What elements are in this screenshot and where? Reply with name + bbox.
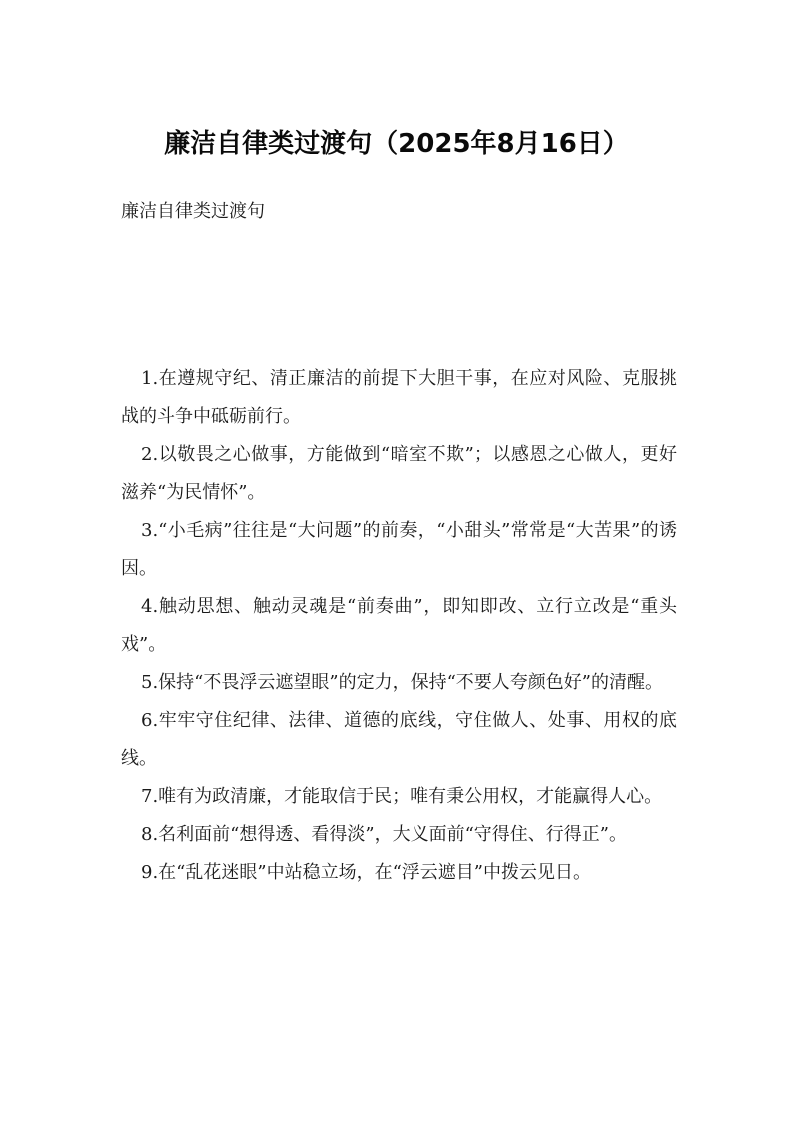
paragraph-1: 1.在遵规守纪、清正廉洁的前提下大胆干事，在应对风险、克服挑战的斗争中砥砺前行。 <box>121 368 677 427</box>
document-subtitle: 廉洁自律类过渡句 <box>121 201 265 222</box>
paragraph-4: 4.触动思想、触动灵魂是“前奏曲”，即知即改、立行立改是“重头戏”。 <box>121 596 677 655</box>
document-title: 廉洁自律类过渡句（2025年8月16日） <box>164 129 629 159</box>
document-body <box>121 360 677 892</box>
paragraph-6: 6.牢牢守住纪律、法律、道德的底线，守住做人、处事、用权的底线。 <box>121 710 677 769</box>
paragraph-9: 9.在“乱花迷眼”中站稳立场，在“浮云遮目”中拨云见日。 <box>141 862 591 883</box>
paragraph-8: 8.名利面前“想得透、看得淡”，大义面前“守得住、行得正”。 <box>141 824 627 845</box>
paragraph-3: 3.“小毛病”往往是“大问题”的前奏，“小甜头”常常是“大苦果”的诱因。 <box>121 520 677 579</box>
paragraph-5: 5.保持“不畏浮云遮望眼”的定力，保持“不要人夸颜色好”的清醒。 <box>141 672 663 693</box>
paragraph-2: 2.以敬畏之心做事，方能做到“暗室不欺”；以感恩之心做人，更好滋养“为民情怀”。 <box>121 444 677 503</box>
paragraph-7: 7.唯有为政清廉，才能取信于民；唯有秉公用权，才能赢得人心。 <box>141 786 663 807</box>
